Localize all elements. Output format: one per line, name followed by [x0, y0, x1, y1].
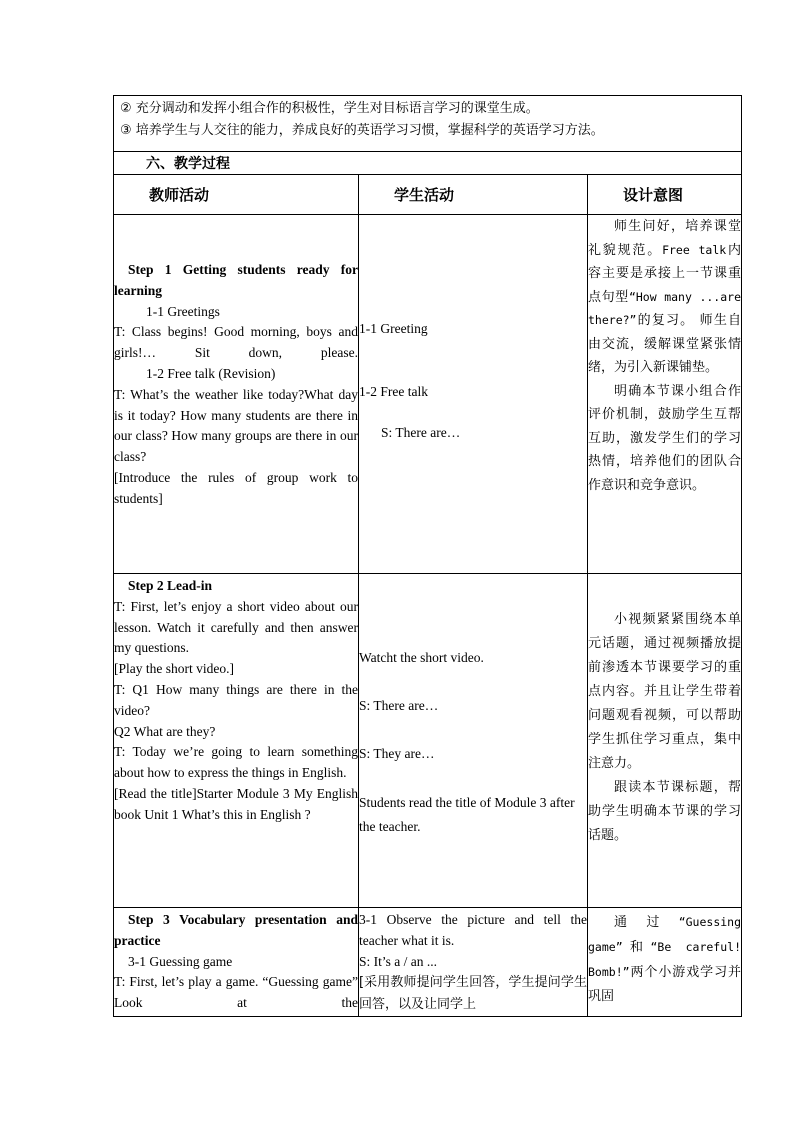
step3-sub1: 3-1 Guessing game: [128, 953, 233, 969]
step2-intent-b: 跟读本节课标题，帮助学生明确本节课的学习话题。: [588, 780, 742, 843]
step1-t1: T: Class begins! Good morning, boys and girls!… Sit down, please.: [114, 324, 358, 361]
step1-intent-b: 明确本节课小组合作评价机制，鼓励学生互帮互助，激发学生们的学习热情，培养他们的团队合作意识和竞争意识。: [588, 383, 742, 493]
step1-s2: 1-2 Free talk: [359, 383, 428, 399]
header-student: 学生活动: [394, 186, 455, 204]
step2-t6: [Read the title]Starter Module 3 My English book Unit 1 What’s this in English ?: [114, 785, 358, 822]
objective-2: ② 充分调动和发挥小组合作的积极性，学生对目标语言学习的课堂生成。: [120, 101, 539, 116]
step2-s3: S: They are…: [359, 745, 435, 761]
step2-t2: [Play the short video.]: [114, 661, 234, 677]
step1-t2: T: What’s the weather like today?What day is it today? How many students are there in our class? How many groups are there in our class?: [114, 386, 358, 465]
step3-intent-a: 通过“Guessing game”和“Be careful! Bomb!”两个小游戏学习并巩固: [588, 915, 742, 1004]
step2-t1: T: First, let’s enjoy a short video about our lesson. Watch it carefully and then answer my questions.: [114, 598, 358, 656]
step2-title: Step 2 Lead-in: [128, 578, 213, 593]
step3-s1: 3-1 Observe the picture and tell the teacher what it is.: [359, 912, 587, 948]
step2-t4: Q2 What are they?: [114, 723, 216, 739]
step2-t5: T: Today we’re going to learn something about how to express the things in English.: [114, 744, 358, 781]
step1-row: [114, 215, 742, 574]
objective-3: ③ 培养学生与人交往的能力，养成良好的英语学习习惯，掌握科学的英语学习方法。: [120, 123, 604, 138]
header-row: [114, 175, 742, 215]
step2-s2: S: There are…: [359, 697, 439, 713]
step1-s1: 1-1 Greeting: [359, 321, 428, 336]
header-teacher: 教师活动: [149, 186, 210, 204]
step2-t3: T: Q1 How many things are there in the video?: [114, 681, 358, 718]
step3-s3: [采用教师提问学生回答，学生提问学生回答，以及让同学上: [359, 975, 587, 1013]
step1-s3: S: There are…: [381, 424, 461, 440]
step1-title: Step 1 Getting students ready for learning: [114, 262, 358, 298]
step2-s1: Watcht the short video.: [359, 650, 484, 665]
step2-intent-a: 小视频紧紧围绕本单元话题，通过视频播放提前渗透本节课要学习的重点内容。并且让学生带着问题观看视频，可以帮助学生抓住学习重点，集中注意力。: [588, 612, 742, 771]
step1-intent-a: 师生问好，培养课堂礼貌规范。Free talk内容主要是承接上一节课重点句型“How many ...are there?”的复习。 师生自由交流，缓解课堂紧张情绪，为引入新课铺垫。: [588, 219, 742, 375]
step3-s2: S: It’s a / an ...: [359, 953, 437, 969]
objectives-row: [114, 96, 742, 152]
step2-row: [114, 574, 742, 908]
step2-s4: Students read the title of Module 3 after the teacher.: [359, 795, 575, 835]
step1-sub1: 1-1 Greetings: [146, 303, 220, 319]
section-title: 六、教学过程: [146, 156, 230, 172]
header-intent: 设计意图: [623, 186, 684, 204]
step1-sub2: 1-2 Free talk (Revision): [146, 365, 276, 381]
section-title-row: [114, 152, 742, 175]
step3-title: Step 3 Vocabulary presentation and practice: [114, 912, 358, 948]
step1-t3: [Introduce the rules of group work to students]: [114, 469, 358, 506]
lesson-plan-table: [113, 95, 742, 1017]
step3-row: [114, 908, 742, 1017]
step3-t1: T: First, let’s play a game. “Guessing game” Look at the: [114, 974, 358, 1011]
